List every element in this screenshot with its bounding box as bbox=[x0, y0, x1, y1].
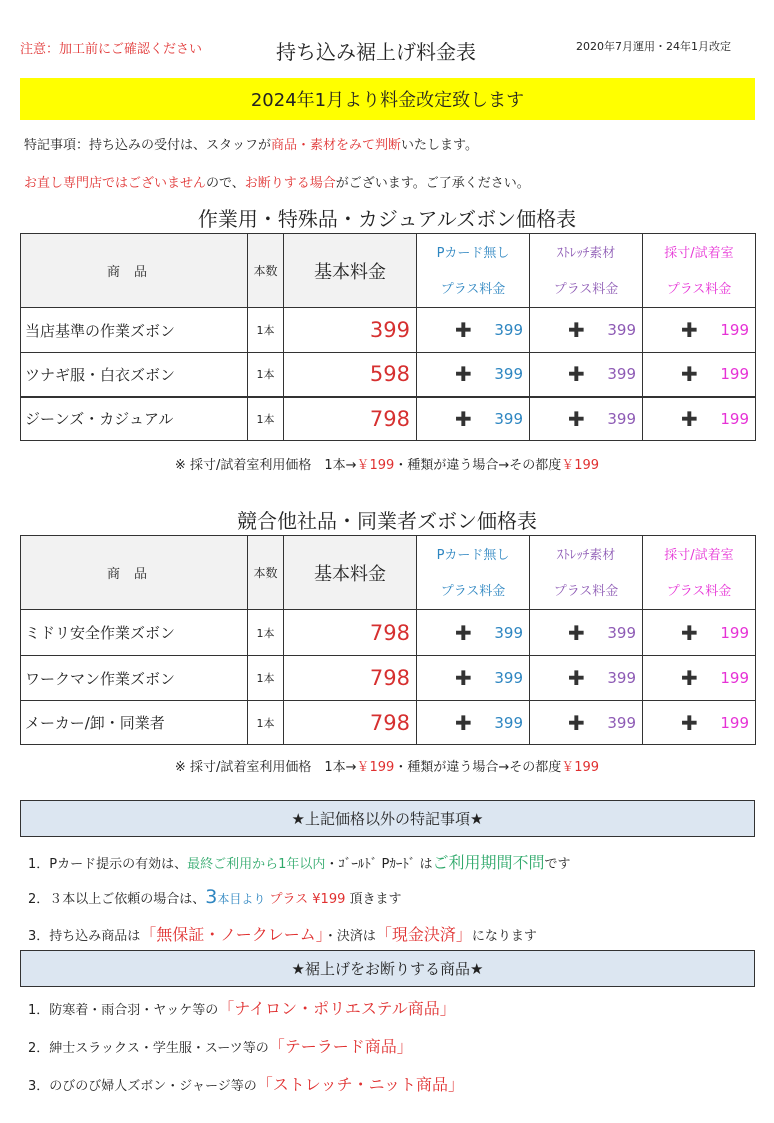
table-row bbox=[21, 397, 756, 441]
base-price: 798 bbox=[284, 656, 417, 701]
pcard-price bbox=[417, 397, 530, 441]
stretch-price bbox=[530, 308, 643, 353]
item-qty: 1本 bbox=[248, 656, 284, 701]
fitting-price bbox=[643, 397, 756, 441]
price-value: 399 bbox=[494, 321, 523, 339]
base-price: 798 bbox=[284, 397, 417, 441]
column-label: 採寸/試着室 bbox=[664, 245, 734, 261]
base-price: 798 bbox=[284, 610, 417, 656]
column-label: 採寸/試着室 bbox=[664, 547, 734, 563]
price-value: 399 bbox=[494, 409, 523, 428]
table-row bbox=[21, 610, 756, 656]
note-highlight: 「テーラード商品」 bbox=[268, 1037, 413, 1056]
table-row bbox=[21, 656, 756, 701]
item-name: 当店基準の作業ズボン bbox=[21, 308, 248, 353]
column-base-price: 基本料金 bbox=[284, 536, 417, 610]
footnote-text: ・種類が違う場合→その都度 bbox=[394, 760, 562, 775]
intro-text: 特記事項：持ち込みの受付は、スタッフが bbox=[24, 138, 272, 153]
revision-date: 2020年7月運用・24年1月改定 bbox=[576, 40, 731, 53]
price-value: 199 bbox=[720, 713, 749, 732]
special-title-text: ★上記価格以外の特記事項★ bbox=[291, 810, 484, 828]
pcard-price bbox=[417, 701, 530, 745]
plus-icon: ✚ bbox=[455, 362, 472, 387]
plus-icon: ✚ bbox=[568, 318, 585, 342]
base-price: 598 bbox=[284, 353, 417, 397]
intro-text: いたします。 bbox=[401, 138, 478, 153]
plus-icon: ✚ bbox=[681, 620, 698, 645]
item-qty: 1本 bbox=[248, 610, 284, 656]
footnote-text: ※ 採寸/試着室利用価格 1本→ bbox=[174, 760, 357, 775]
fitting-price bbox=[643, 656, 756, 701]
column-label: Pカード無し bbox=[436, 245, 510, 261]
note-highlight: ご利用期間不問 bbox=[432, 853, 545, 872]
note-text: です bbox=[544, 857, 571, 872]
stretch-price bbox=[530, 397, 643, 441]
base-price: 798 bbox=[284, 701, 417, 745]
price-value: 399 bbox=[607, 365, 636, 384]
footnote-price: ￥199 bbox=[561, 760, 600, 775]
table-row bbox=[21, 308, 756, 353]
note-text: 2．紳士スラックス・学生服・スーツ等の bbox=[28, 1041, 269, 1056]
note-highlight: 「現金決済」 bbox=[375, 925, 472, 944]
item-name: ツナギ服・白衣ズボン bbox=[21, 353, 248, 397]
note-text: になります bbox=[471, 929, 537, 944]
table-row bbox=[21, 353, 756, 397]
plus-icon: ✚ bbox=[455, 406, 472, 431]
column-qty: 本数 bbox=[248, 234, 284, 308]
page-title: 持ち込み裾上げ料金表 bbox=[276, 40, 476, 64]
price-value: 399 bbox=[494, 669, 523, 687]
price-value: 399 bbox=[494, 623, 523, 642]
table1-footnote bbox=[0, 454, 774, 473]
plus-icon: ✚ bbox=[568, 620, 585, 645]
intro-highlight: お直し専門店ではございません bbox=[24, 176, 207, 191]
refuse-item-1 bbox=[28, 996, 456, 1019]
column-pcard bbox=[417, 234, 530, 308]
base-price: 399 bbox=[284, 308, 417, 353]
price-value: 199 bbox=[720, 409, 749, 428]
note-text: 2．３本以上ご依頼の場合は、 bbox=[28, 892, 206, 907]
item-qty: 1本 bbox=[248, 701, 284, 745]
column-label: Pカード無し bbox=[436, 547, 510, 563]
announcement-banner bbox=[20, 78, 755, 120]
column-label: プラス料金 bbox=[553, 281, 619, 297]
item-name: メーカー/卸・同業者 bbox=[21, 701, 248, 745]
plus-icon: ✚ bbox=[455, 710, 472, 735]
column-qty: 本数 bbox=[248, 536, 284, 610]
special-item-1 bbox=[28, 850, 571, 873]
plus-icon: ✚ bbox=[568, 666, 585, 690]
footnote-price: ￥199 bbox=[561, 458, 600, 473]
stretch-price bbox=[530, 656, 643, 701]
column-stretch bbox=[530, 536, 643, 610]
note-text: ・ｺﾞｰﾙﾄﾞ Pｶｰﾄﾞ は bbox=[325, 857, 433, 872]
column-item: 商品 bbox=[21, 234, 248, 308]
note-highlight: 「ストレッチ・ニット商品」 bbox=[256, 1075, 464, 1094]
column-pcard bbox=[417, 536, 530, 610]
banner-text: 2024年1月より料金改定致します bbox=[250, 90, 525, 111]
note-text: 1．Pカード提示の有効は、 bbox=[28, 857, 188, 872]
column-label: プラス料金 bbox=[666, 281, 732, 297]
fitting-price bbox=[643, 610, 756, 656]
refused-items-title bbox=[20, 950, 755, 987]
note-highlight: プラス ¥199 bbox=[269, 892, 346, 907]
price-value: 399 bbox=[607, 713, 636, 732]
note-highlight: 最終ご利用から1年以内 bbox=[187, 857, 326, 872]
footnote-price: ￥199 bbox=[356, 760, 395, 775]
intro-highlight: お断りする場合 bbox=[244, 176, 336, 191]
table-header-row bbox=[21, 536, 756, 610]
column-label: プラス料金 bbox=[440, 281, 506, 297]
item-name: ミドリ安全作業ズボン bbox=[21, 610, 248, 656]
price-value: 399 bbox=[607, 669, 636, 687]
pcard-price bbox=[417, 656, 530, 701]
note-highlight: 「無保証・ノークレーム」 bbox=[140, 925, 324, 944]
plus-icon: ✚ bbox=[681, 362, 698, 387]
plus-icon: ✚ bbox=[681, 710, 698, 735]
intro-highlight: 商品・素材をみて判断 bbox=[271, 138, 402, 153]
item-qty: 1本 bbox=[248, 353, 284, 397]
stretch-price bbox=[530, 610, 643, 656]
note-text: ・決済は bbox=[323, 929, 376, 944]
price-value: 199 bbox=[720, 321, 749, 339]
column-item: 商品 bbox=[21, 536, 248, 610]
table-row bbox=[21, 701, 756, 745]
footnote-text: ・種類が違う場合→その都度 bbox=[394, 458, 562, 473]
plus-icon: ✚ bbox=[681, 666, 698, 690]
plus-icon: ✚ bbox=[455, 620, 472, 645]
column-label: プラス料金 bbox=[440, 583, 506, 599]
price-table-competitor bbox=[20, 535, 756, 745]
column-stretch bbox=[530, 234, 643, 308]
note-highlight: 「ナイロン・ポリエステル商品」 bbox=[218, 999, 456, 1018]
special-item-2 bbox=[28, 886, 402, 908]
price-value: 199 bbox=[720, 669, 749, 687]
column-base-price: 基本料金 bbox=[284, 234, 417, 308]
intro-text: ので、 bbox=[206, 176, 245, 191]
column-fitting bbox=[643, 536, 756, 610]
intro-text: がございます。ご了承ください。 bbox=[335, 176, 530, 191]
column-label: ｽﾄﾚｯﾁ素材 bbox=[556, 245, 616, 261]
footnote-text: ※ 採寸/試着室利用価格 1本→ bbox=[174, 458, 357, 473]
table2-footnote bbox=[0, 756, 774, 775]
note-text: 頂きます bbox=[349, 892, 402, 907]
notice-text: 注意：加工前にご確認ください bbox=[20, 42, 203, 57]
column-fitting bbox=[643, 234, 756, 308]
footnote-price: ￥199 bbox=[356, 458, 395, 473]
price-table-work-casual bbox=[20, 233, 756, 441]
column-label: プラス料金 bbox=[553, 583, 619, 599]
note-text: 3．のびのび婦人ズボン・ジャージ等の bbox=[28, 1079, 257, 1094]
price-value: 399 bbox=[494, 713, 523, 732]
price-value: 199 bbox=[720, 365, 749, 384]
plus-icon: ✚ bbox=[568, 362, 585, 387]
refuse-title-text: ★裾上げをお断りする商品★ bbox=[291, 960, 484, 978]
item-name: ジーンズ・カジュアル bbox=[21, 397, 248, 441]
price-value: 399 bbox=[607, 409, 636, 428]
item-qty: 1本 bbox=[248, 397, 284, 441]
plus-icon: ✚ bbox=[681, 406, 698, 431]
item-name: ワークマン作業ズボン bbox=[21, 656, 248, 701]
plus-icon: ✚ bbox=[568, 710, 585, 735]
refuse-item-2 bbox=[28, 1034, 413, 1057]
pcard-price bbox=[417, 610, 530, 656]
special-item-3 bbox=[28, 922, 537, 945]
pcard-price bbox=[417, 353, 530, 397]
note-highlight: 本目より bbox=[217, 892, 266, 906]
intro-line-2 bbox=[24, 172, 530, 191]
price-value: 399 bbox=[607, 321, 636, 339]
item-qty: 1本 bbox=[248, 308, 284, 353]
column-label: プラス料金 bbox=[666, 583, 732, 599]
column-label: ｽﾄﾚｯﾁ素材 bbox=[556, 547, 616, 563]
table-header-row bbox=[21, 234, 756, 308]
pcard-price bbox=[417, 308, 530, 353]
fitting-price bbox=[643, 701, 756, 745]
stretch-price bbox=[530, 701, 643, 745]
note-text: 1．防寒着・雨合羽・ヤッケ等の bbox=[28, 1003, 219, 1018]
plus-icon: ✚ bbox=[681, 318, 698, 342]
table1-title: 作業用・特殊品・カジュアルズボン価格表 bbox=[197, 207, 577, 231]
note-text: 3．持ち込み商品は bbox=[28, 929, 141, 944]
plus-icon: ✚ bbox=[455, 666, 472, 690]
table2-title: 競合他社品・同業者ズボン価格表 bbox=[237, 509, 537, 533]
price-value: 399 bbox=[494, 365, 523, 384]
fitting-price bbox=[643, 308, 756, 353]
fitting-price bbox=[643, 353, 756, 397]
plus-icon: ✚ bbox=[568, 406, 585, 431]
intro-line-1 bbox=[24, 134, 478, 153]
refuse-item-3 bbox=[28, 1072, 464, 1095]
price-value: 399 bbox=[607, 623, 636, 642]
price-value: 199 bbox=[720, 623, 749, 642]
plus-icon: ✚ bbox=[455, 318, 472, 342]
special-notes-title bbox=[20, 800, 755, 837]
stretch-price bbox=[530, 353, 643, 397]
note-highlight: 3 bbox=[205, 886, 218, 908]
